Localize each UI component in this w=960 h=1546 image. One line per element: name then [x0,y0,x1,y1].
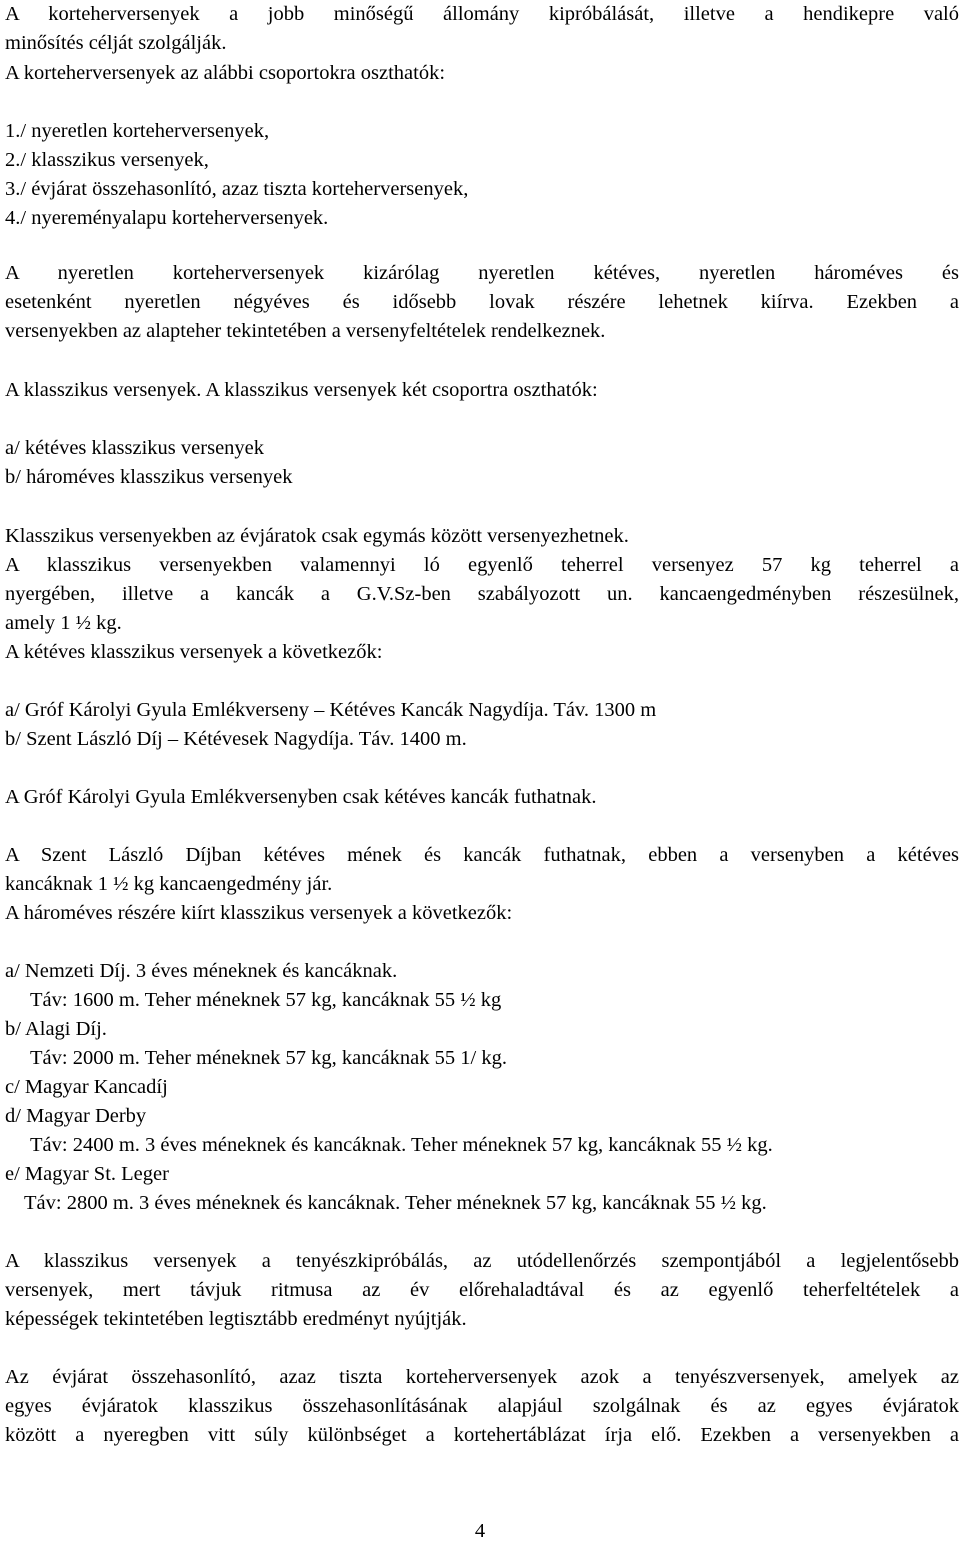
text-line: nyergében, illetve a kancák a G.V.Sz-ben szabályozott un. kancaengedményben részesülnek, [5,583,959,605]
text-line: A korteherversenyek a jobb minőségű állomány kipróbálását, illetve a hendikepre való [5,3,959,25]
list-item: c/ Magyar Kancadíj [5,1076,168,1098]
text-line: képességek tekintetében legtisztább eredményt nyújtják. [5,1308,467,1330]
list-item: d/ Magyar Derby [5,1105,147,1127]
text-line: A klasszikus versenyek. A klasszikus versenyek két csoportra oszthatók: [5,379,598,401]
list-item: 2./ klasszikus versenyek, [5,149,209,171]
text-line: A Gróf Károlyi Gyula Emlékversenyben csak kétéves kancák futhatnak. [5,786,597,808]
text-line: minősítés célját szolgálják. [5,32,227,54]
list-item-detail: Táv: 2000 m. Teher méneknek 57 kg, kancáknak 55 1/ kg. [30,1047,507,1069]
page-number: 4 [474,1520,486,1542]
text-line: kancáknak 1 ½ kg kancaengedmény jár. [5,873,333,895]
text-line: A kétéves klasszikus versenyek a következők: [5,641,383,663]
list-item: 4./ nyereményalapu korteherversenyek. [5,207,329,229]
text-line: Az évjárat összehasonlító, azaz tiszta korteherversenyek azok a tenyészversenyek, amelyek az [5,1366,959,1388]
list-item: b/ Alagi Díj. [5,1018,107,1040]
list-item: 3./ évjárat összehasonlító, azaz tiszta korteherversenyek, [5,178,469,200]
list-item: b/ hároméves klasszikus versenyek [5,466,293,488]
text-line: között a nyeregben vitt súly különbséget a kortehertáblázat írja elő. Ezekben a versenyekben a [5,1424,959,1446]
text-line: A hároméves részére kiírt klasszikus versenyek a következők: [5,902,513,924]
text-line: Klasszikus versenyekben az évjáratok csak egymás között versenyezhetnek. [5,525,629,547]
text-line: A korteherversenyek az alábbi csoportokra oszthatók: [5,62,446,84]
text-line: versenyek, mert távjuk ritmusa az év előrehaladtával és az egyenlő teherfeltételek a [5,1279,959,1301]
list-item: b/ Szent László Díj – Kétévesek Nagydíja. Táv. 1400 m. [5,728,467,750]
text-line: egyes évjáratok klasszikus összehasonlításának alapjául szolgálnak és az egyes évjáratok [5,1395,959,1417]
text-line: esetenként nyeretlen négyéves és idősebb lovak részére lehetnek kiírva. Ezekben a [5,291,959,313]
list-item: a/ kétéves klasszikus versenyek [5,437,265,459]
text-line: versenyekben az alapteher tekintetében a versenyfeltételek rendelkeznek. [5,320,606,342]
list-item-detail: Táv: 2800 m. 3 éves méneknek és kancáknak. Teher méneknek 57 kg, kancáknak 55 ½ kg. [24,1192,767,1214]
list-item-detail: Táv: 1600 m. Teher méneknek 57 kg, kancáknak 55 ½ kg [30,989,502,1011]
text-line: A klasszikus versenyek a tenyészkipróbálás, az utódellenőrzés szempontjából a legjelentősebb [5,1250,959,1272]
text-line: A Szent László Díjban kétéves mének és kancák futhatnak, ebben a versenyben a kétéves [5,844,959,866]
text-line: A klasszikus versenyekben valamennyi ló egyenlő teherrel versenyez 57 kg teherrel a [5,554,959,576]
text-line: amely 1 ½ kg. [5,612,122,634]
list-item: e/ Magyar St. Leger [5,1163,169,1185]
list-item: a/ Gróf Károlyi Gyula Emlékverseny – Kétéves Kancák Nagydíja. Táv. 1300 m [5,699,657,721]
list-item: a/ Nemzeti Díj. 3 éves méneknek és kancáknak. [5,960,398,982]
list-item: 1./ nyeretlen korteherversenyek, [5,120,270,142]
text-line: A nyeretlen korteherversenyek kizárólag nyeretlen kétéves, nyeretlen hároméves és [5,262,959,284]
list-item-detail: Táv: 2400 m. 3 éves méneknek és kancáknak. Teher méneknek 57 kg, kancáknak 55 ½ kg. [30,1134,773,1156]
